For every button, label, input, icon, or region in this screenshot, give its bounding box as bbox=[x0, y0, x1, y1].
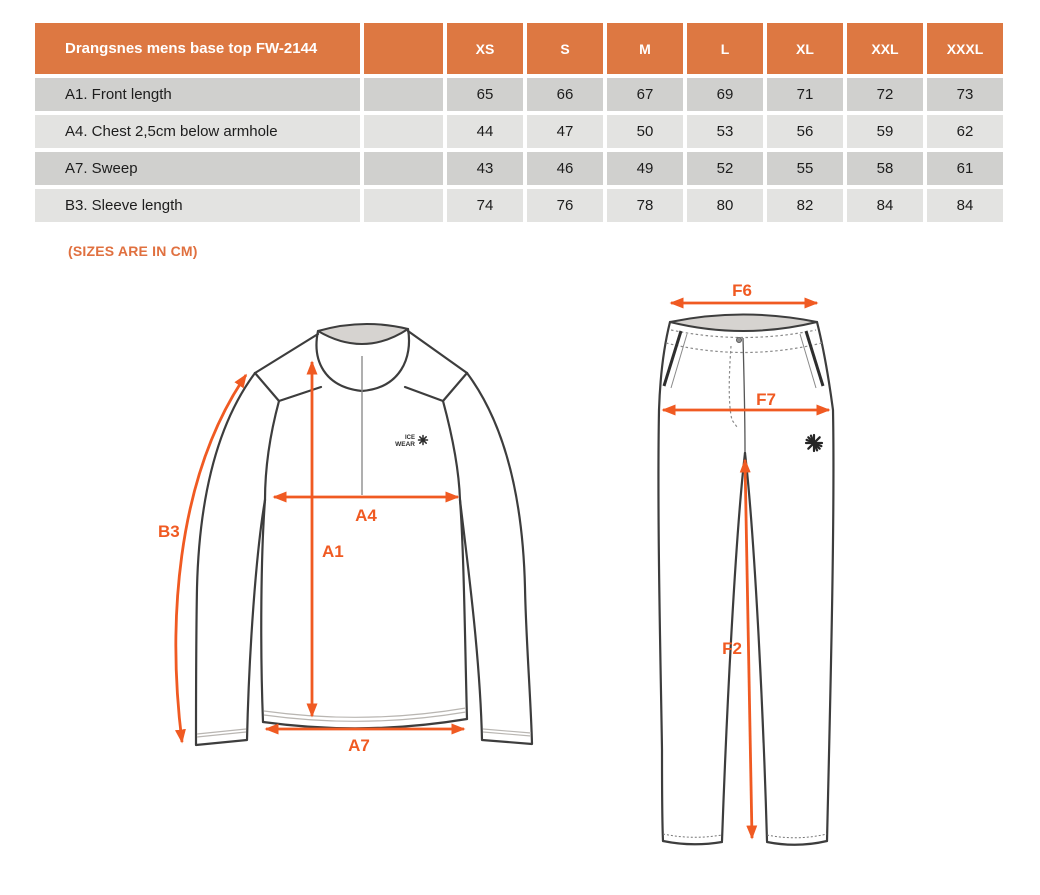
side-seam-right bbox=[817, 322, 833, 841]
shoulder-wedge-right bbox=[405, 373, 467, 401]
raglan-seam-left bbox=[265, 401, 279, 500]
center-front-seam bbox=[743, 338, 745, 452]
shirt-outline bbox=[196, 324, 532, 745]
cell-value: 49 bbox=[607, 152, 683, 185]
units-note: (SIZES ARE IN CM) bbox=[68, 243, 198, 259]
base-top-diagram bbox=[150, 290, 575, 780]
spacer-cell bbox=[364, 189, 443, 222]
cell-value: 74 bbox=[447, 189, 523, 222]
table-header-row bbox=[35, 23, 1003, 74]
waist-opening bbox=[670, 315, 817, 332]
sleeve-left bbox=[196, 373, 265, 745]
shirt-measure-arrows bbox=[176, 362, 464, 742]
label-f2: F2 bbox=[722, 639, 742, 658]
size-header-l: L bbox=[687, 23, 763, 74]
cell-value: 78 bbox=[607, 189, 683, 222]
pants-measure-arrows bbox=[663, 303, 829, 838]
spacer-cell bbox=[364, 115, 443, 148]
table-row-chest bbox=[35, 115, 1003, 148]
arrow-b3-sleeve bbox=[176, 375, 246, 742]
cell-value: 61 bbox=[927, 152, 1003, 185]
hem bbox=[263, 719, 467, 728]
size-header-s: S bbox=[527, 23, 603, 74]
fly-stitch bbox=[729, 346, 737, 427]
size-header-xxl: XXL bbox=[847, 23, 923, 74]
product-title: Drangsnes mens base top FW-2144 bbox=[35, 23, 360, 74]
icewear-logo bbox=[395, 435, 427, 448]
row-label: A7. Sweep bbox=[35, 152, 360, 185]
size-header-xxxl: XXXL bbox=[927, 23, 1003, 74]
waist-button bbox=[736, 337, 741, 342]
cell-value: 65 bbox=[447, 78, 523, 111]
label-f7: F7 bbox=[756, 390, 776, 409]
cell-value: 52 bbox=[687, 152, 763, 185]
cell-value: 67 bbox=[607, 78, 683, 111]
cell-value: 71 bbox=[767, 78, 843, 111]
raglan-seam-right bbox=[443, 401, 460, 500]
cell-value: 84 bbox=[847, 189, 923, 222]
sleeve-right bbox=[460, 373, 532, 744]
cell-value: 59 bbox=[847, 115, 923, 148]
cell-value: 84 bbox=[927, 189, 1003, 222]
table-row-front-length bbox=[35, 78, 1003, 111]
side-seam-left bbox=[658, 322, 670, 841]
cell-value: 82 bbox=[767, 189, 843, 222]
logo-text-bottom: WEAR bbox=[395, 441, 415, 448]
cell-value: 72 bbox=[847, 78, 923, 111]
cell-value: 76 bbox=[527, 189, 603, 222]
pants-diagram bbox=[635, 280, 870, 885]
cell-value: 47 bbox=[527, 115, 603, 148]
table-row-sweep bbox=[35, 152, 1003, 185]
cell-value: 69 bbox=[687, 78, 763, 111]
snowflake-logo bbox=[806, 435, 822, 451]
size-header-xl: XL bbox=[767, 23, 843, 74]
cell-value: 73 bbox=[927, 78, 1003, 111]
cell-value: 62 bbox=[927, 115, 1003, 148]
hem-right bbox=[767, 841, 827, 845]
row-label: B3. Sleeve length bbox=[35, 189, 360, 222]
cell-value: 46 bbox=[527, 152, 603, 185]
cell-value: 44 bbox=[447, 115, 523, 148]
label-a1: A1 bbox=[322, 542, 344, 561]
label-a4: A4 bbox=[355, 506, 377, 525]
spacer-cell bbox=[364, 78, 443, 111]
label-a7: A7 bbox=[348, 736, 370, 755]
size-chart-table bbox=[31, 19, 1007, 226]
row-label: A4. Chest 2,5cm below armhole bbox=[35, 115, 360, 148]
snowflake-icon bbox=[419, 436, 428, 445]
cell-value: 50 bbox=[607, 115, 683, 148]
label-f6: F6 bbox=[732, 281, 752, 300]
pants-details bbox=[663, 330, 827, 838]
logo-text-top: ICE bbox=[404, 435, 415, 441]
label-b3: B3 bbox=[158, 522, 180, 541]
body-left bbox=[261, 500, 265, 722]
cell-value: 58 bbox=[847, 152, 923, 185]
cell-value: 66 bbox=[527, 78, 603, 111]
row-label: A1. Front length bbox=[35, 78, 360, 111]
spacer-header-cell bbox=[364, 23, 443, 74]
table-row-sleeve-length bbox=[35, 189, 1003, 222]
size-header-m: M bbox=[607, 23, 683, 74]
hem-left bbox=[663, 841, 722, 844]
cell-value: 80 bbox=[687, 189, 763, 222]
spacer-cell bbox=[364, 152, 443, 185]
cell-value: 43 bbox=[447, 152, 523, 185]
cell-value: 55 bbox=[767, 152, 843, 185]
cell-value: 53 bbox=[687, 115, 763, 148]
cell-value: 56 bbox=[767, 115, 843, 148]
collar-inner bbox=[318, 324, 408, 344]
size-header-xs: XS bbox=[447, 23, 523, 74]
